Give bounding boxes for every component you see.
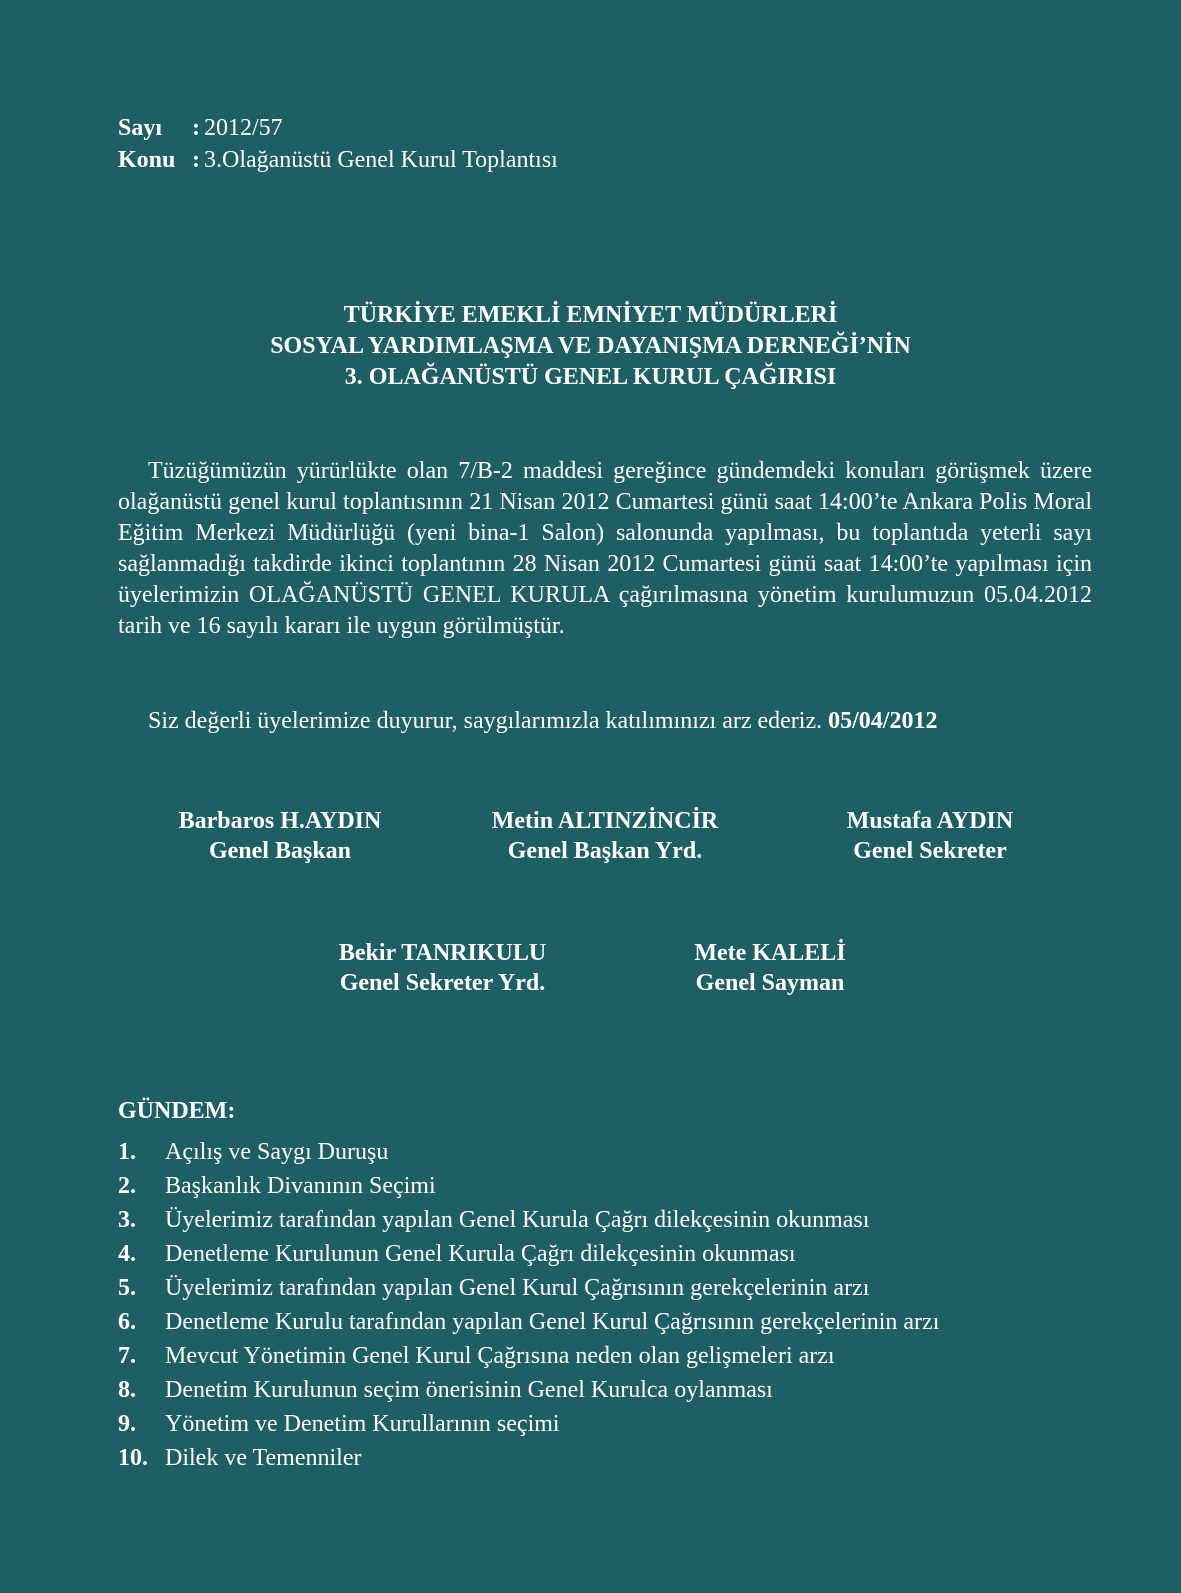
- agenda-item: [118, 1305, 939, 1339]
- signatory-5: [655, 938, 885, 998]
- agenda-item: [118, 1169, 939, 1203]
- agenda-item: [118, 1271, 939, 1305]
- agenda-item-text: Açılış ve Saygı Duruşu: [165, 1139, 389, 1165]
- signatory-2: [455, 806, 755, 866]
- konu-colon: :: [192, 147, 200, 173]
- agenda-item-number: 6.: [118, 1309, 136, 1335]
- agenda-item-number: 10.: [118, 1445, 148, 1471]
- closing-text: Siz değerli üyelerimize duyurur, saygılarımızla katılımınızı arz ederiz.: [148, 708, 823, 734]
- title-line-1: TÜRKİYE EMEKLİ EMNİYET MÜDÜRLERİ: [343, 302, 838, 328]
- agenda-item-text: Yönetim ve Denetim Kurullarının seçimi: [165, 1411, 560, 1437]
- agenda-item-number: 3.: [118, 1207, 136, 1233]
- closing-date: 05/04/2012: [828, 708, 938, 734]
- agenda-item-text: Dilek ve Temenniler: [165, 1445, 362, 1471]
- agenda-item-number: 9.: [118, 1411, 136, 1437]
- agenda-item-text: Denetleme Kurulunun Genel Kurula Çağrı dilekçesinin okunması: [165, 1241, 796, 1267]
- agenda-item: [118, 1339, 939, 1373]
- agenda-item-text: Mevcut Yönetimin Genel Kurul Çağrısına neden olan gelişmeleri arzı: [165, 1343, 835, 1369]
- agenda-title: GÜNDEM:: [118, 1098, 236, 1124]
- signatory-1: [140, 806, 420, 866]
- title-line-2: SOSYAL YARDIMLAŞMA VE DAYANIŞMA DERNEĞİ’NİN: [270, 333, 911, 359]
- konu-label: Konu: [118, 147, 176, 173]
- body-paragraph: Tüzüğümüzün yürürlükte olan 7/B-2 maddesi gereğince gündemdeki konuları görüşmek üzere olağanüstü genel kurul toplantısının 21 Nisan 2012 Cumartesi günü saat 14:00’te Ankara Polis Moral Eğitim Merkezi Müdürlüğü (yeni bina-1 Salon) salonunda yapılması, bu toplantıda yeterli sayı sağlanmadığı takdirde ikinci toplantının 28 Nisan 2012 Cumartesi günü saat 14:00’te yapılması için üyelerimizin OLAĞANÜSTÜ GENEL KURULA çağırılmasına yönetim kurulumuzun 05.04.2012 tarih ve 16 sayılı kararı ile uygun görülmüştür.: [118, 458, 1092, 639]
- signatory-name: Metin ALTINZİNCİR: [491, 808, 719, 834]
- reference-block: [118, 112, 558, 176]
- agenda-item: [118, 1203, 939, 1237]
- agenda-item-text: Denetleme Kurulu tarafından yapılan Genel Kurul Çağrısının gerekçelerinin arzı: [165, 1309, 940, 1335]
- agenda-list: [118, 1135, 939, 1475]
- document-title: [0, 300, 1181, 393]
- signatory-role: Genel Başkan Yrd.: [507, 838, 703, 864]
- agenda-item: [118, 1237, 939, 1271]
- agenda-item: [118, 1407, 939, 1441]
- agenda-item-text: Üyelerimiz tarafından yapılan Genel Kurula Çağrı dilekçesinin okunması: [165, 1207, 870, 1233]
- signatory-name: Mustafa AYDIN: [846, 808, 1014, 834]
- signatory-4: [300, 938, 585, 998]
- sayi-row: [118, 112, 558, 144]
- agenda-item-number: 4.: [118, 1241, 136, 1267]
- signatory-role: Genel Sekreter Yrd.: [339, 970, 546, 996]
- agenda-item-text: Üyelerimiz tarafından yapılan Genel Kurul Çağrısının gerekçelerinin arzı: [165, 1275, 870, 1301]
- agenda-item-number: 7.: [118, 1343, 136, 1369]
- closing-line: [148, 706, 937, 737]
- body-text: [118, 456, 1092, 642]
- sayi-label: Sayı: [118, 115, 163, 141]
- signatory-role: Genel Başkan: [208, 838, 352, 864]
- konu-value: 3.Olağanüstü Genel Kurul Toplantısı: [204, 147, 558, 173]
- signatory-name: Barbaros H.AYDIN: [178, 808, 382, 834]
- signatory-role: Genel Sekreter: [853, 838, 1007, 864]
- agenda-item-text: Denetim Kurulunun seçim önerisinin Genel Kurulca oylanması: [165, 1377, 773, 1403]
- signatory-role: Genel Sayman: [695, 970, 845, 996]
- signatory-name: Bekir TANRIKULU: [338, 940, 547, 966]
- agenda-item-number: 1.: [118, 1139, 136, 1165]
- signatory-name: Mete KALELİ: [694, 940, 846, 966]
- agenda-item: [118, 1441, 939, 1475]
- signatory-3: [795, 806, 1065, 866]
- agenda-item: [118, 1373, 939, 1407]
- title-line-3: 3. OLAĞANÜSTÜ GENEL KURUL ÇAĞIRISI: [344, 364, 837, 390]
- agenda-item-number: 5.: [118, 1275, 136, 1301]
- agenda-item-number: 8.: [118, 1377, 136, 1403]
- agenda-item-number: 2.: [118, 1173, 136, 1199]
- sayi-colon: :: [192, 115, 200, 141]
- agenda-item: [118, 1135, 939, 1169]
- sayi-value: 2012/57: [204, 115, 283, 141]
- konu-row: [118, 144, 558, 176]
- agenda-item-text: Başkanlık Divanının Seçimi: [165, 1173, 436, 1199]
